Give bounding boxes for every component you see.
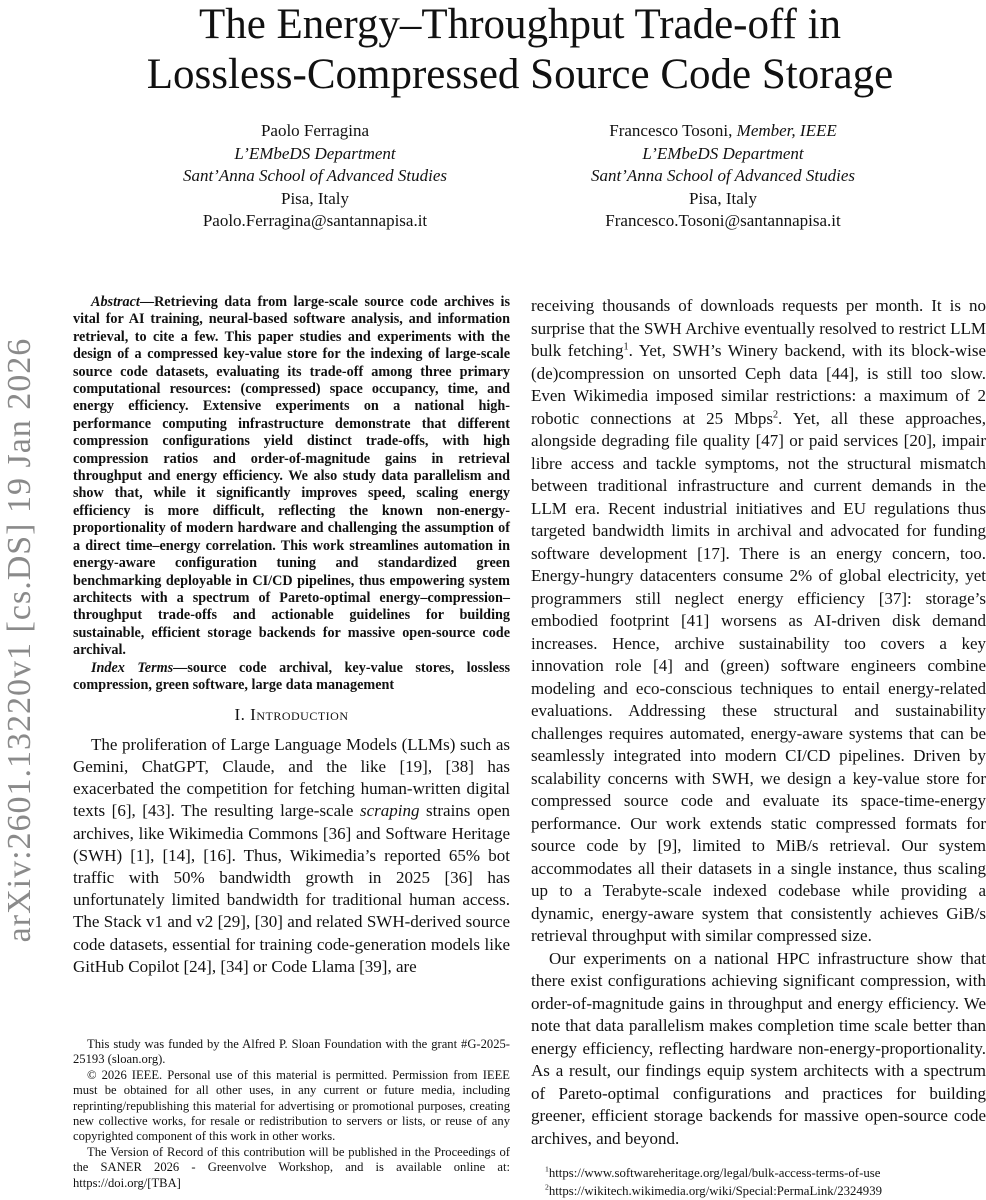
author-block-1 bbox=[115, 120, 515, 233]
abstract bbox=[73, 294, 510, 660]
footnote-2-url[interactable]: https://wikitech.wikimedia.org/wiki/Special:PermaLink/2324939 bbox=[548, 1184, 882, 1198]
author-city: Pisa, Italy bbox=[689, 188, 757, 208]
footnote-1-url[interactable]: https://www.softwareheritage.org/legal/bulk-access-terms-of-use bbox=[548, 1166, 881, 1180]
intro-paragraph-1: The proliferation of Large Language Models (LLMs) such as Gemini, ChatGPT, Claude, and the like [19], [38] has exacerbated the competition for fetching human-written digital texts [6], [43]. The resulting large-scale scraping strains open archives, like Wikimedia Commons [36] and Software Heritage (SWH) [1], [14], [16]. Thus, Wikimedia’s reported 65% bot traffic with 50% bandwidth growth in 2025 [36] has unfortunately limited bandwidth for traditional human access. The Stack v1 and v2 [29], [30] and related SWH-derived source code datasets, essential for training code-generation models like GitHub Copilot [24], [34] or Code Llama [39], are bbox=[73, 734, 510, 976]
abstract-label: Abstract bbox=[91, 294, 140, 310]
author-name: Paolo Ferragina bbox=[260, 121, 370, 140]
footnote-2: $^2$https://wikitech.wikimedia.org/wiki/Special:PermaLink/2324939 bbox=[545, 1182, 882, 1198]
intro-paragraph-2: Our experiments on a national HPC infrastructure show that there exist configurations achieving significant compression, with order-of-magnitude gains in throughput and energy efficiency. We note that data parallelism makes completion time scale better than energy efficiency, reflecting hardware non-energy-proportionality. As a result, our findings equip system architects with a spectrum of Pareto-optimal configurations and practices for building greener, efficient storage backends for massive open-source code archives, and beyond. bbox=[531, 948, 986, 1148]
author-email: Francesco.Tosoni@santannapisa.it bbox=[605, 211, 841, 230]
author-school: Sant’Anna School of Advanced Studies bbox=[182, 166, 448, 185]
footnote-copyright: © 2026 IEEE. Personal use of this material is permitted. Permission from IEEE must be obtained for all other uses, in any current or future media, including reprinting/republishing this material for advertising or promotional purposes, creating new collective works, for resale or redistribution to servers or lists, or reuse of any copyrighted component of this work in other works. bbox=[73, 1067, 510, 1144]
right-footnotes bbox=[545, 1164, 985, 1200]
footnote-ref-2: 2 bbox=[772, 408, 779, 420]
author-email: Paolo.Ferragina@santannapisa.it bbox=[202, 211, 428, 230]
author-department: L’EMbeDS Department bbox=[642, 143, 804, 163]
paper-title bbox=[60, 0, 980, 100]
title-line-1: The Energy–Throughput Trade-off in bbox=[198, 1, 842, 48]
footnote-ref-1: 1 bbox=[623, 341, 629, 353]
author-name: Francesco Tosoni, Member, IEEE bbox=[609, 121, 837, 140]
author-city: Pisa, Italy bbox=[281, 188, 349, 208]
footnote-1: $^1$https://www.softwareheritage.org/legal/bulk-access-terms-of-use bbox=[545, 1164, 881, 1180]
author-block-2 bbox=[523, 120, 923, 233]
footnote-version-of-record: The Version of Record of this contribution will be published in the Proceedings of the SANER 2026 - Greenvolve Workshop, and is available online at: https://doi.org/[TBA] bbox=[73, 1144, 510, 1190]
right-column bbox=[531, 295, 986, 1150]
arxiv-identifier-stamp: arXiv:2601.13220v1 [cs.DS] 19 Jan 2026 bbox=[1, 337, 38, 943]
author-department: L’EMbeDS Department bbox=[234, 143, 396, 163]
left-footnotes bbox=[73, 1037, 510, 1191]
title-line-2: Lossless-Compressed Source Code Storage bbox=[146, 51, 894, 98]
index-terms-text: —source code archival, key-value stores, lossless compression, green software, large data management bbox=[73, 659, 510, 693]
section-heading-introduction: I. Introduction bbox=[234, 705, 349, 725]
footnote-funding: This study was funded by the Alfred P. Sloan Foundation with the grant #G-2025-25193 (sloan.org). bbox=[73, 1037, 510, 1067]
intro-paragraph-continued: receiving thousands of downloads requests per month. It is no surprise that the SWH Archive eventually resolved to restrict LLM bulk fetching$^1$. Yet, SWH’s Winery backend, with its block-wise (de)compression on unsorted Ceph data [44], is still too slow. Even Wikimedia imposed similar restrictions: a maximum of 2 robotic connections at 25 Mbps$^2$. Yet, all these approaches, alongside degrading file quality [47] or paid services [20], impair libre access and tackle symptoms, not the structural mismatch between traditional infrastructure and current demands in the LLM era. Recent industrial initiatives and EU regulations thus targeted bandwidth limits in archival and advocated for funding software development [17]. There is an energy concern, too. Energy-hungry datacenters consume 2% of global electricity, yet programmers still neglect energy efficiency [37]: storage’s embodied footprint [41] worsens as AI-driven disk demand increases. Hence, archive sustainability too covers a key innovation role [4] and (green) software engineers combine modeling and eco-conscious techniques to entail energy-related evaluations. Addressing these structural and sustainability challenges requires automated, energy-aware systems that can be seamlessly integrated into modern CI/CD pipelines. Driven by scalability concerns with SWH, we design a key-value store for compressed source code and evaluate its space-time-energy performance. Our work extends static compressed formats for source code by [9], limited to MiB/s retrieval. Our system accommodates all their datasets in a single instance, thus scaling up to a Terabyte-scale indexed codebase while providing a dynamic, energy-aware system that consistently achieves GiB/s retrieval throughput with similar compressed size. bbox=[531, 296, 986, 945]
author-school: Sant’Anna School of Advanced Studies bbox=[590, 166, 856, 185]
left-column bbox=[73, 294, 510, 978]
index-terms bbox=[73, 660, 510, 695]
index-terms-label: Index Terms bbox=[91, 659, 174, 676]
abstract-text: —Retrieving data from large-scale source code archives is vital for AI training, neural-based software analysis, and information retrieval, to cite a few. This paper studies and experiments with the design of a compressed key-value store for the indexing of large-scale source code datasets, evaluating its trade-off among three primary computational resources: (compressed) space occupancy, time, and energy efficiency. Extensive experiments on a national high-performance computing infrastructure demonstrate that different compression configurations yield distinct trade-offs, with high compression ratios and order-of-magnitude gains in retrieval throughput and energy efficiency. We also study data parallelism and show that, while it significantly improves speed, scaling energy efficiency is more difficult, reflecting the known non-energy-proportionality of modern hardware and challenging the assumption of a direct time–energy correlation. This work streamlines automation in energy-aware configuration tuning and standardized green benchmarking deployable in CI/CD pipelines, thus empowering system architects with a spectrum of Pareto-optimal energy–compression–throughput trade-offs and actionable guidelines for building sustainable, efficient storage backends for massive open-source code archival. bbox=[73, 294, 510, 659]
